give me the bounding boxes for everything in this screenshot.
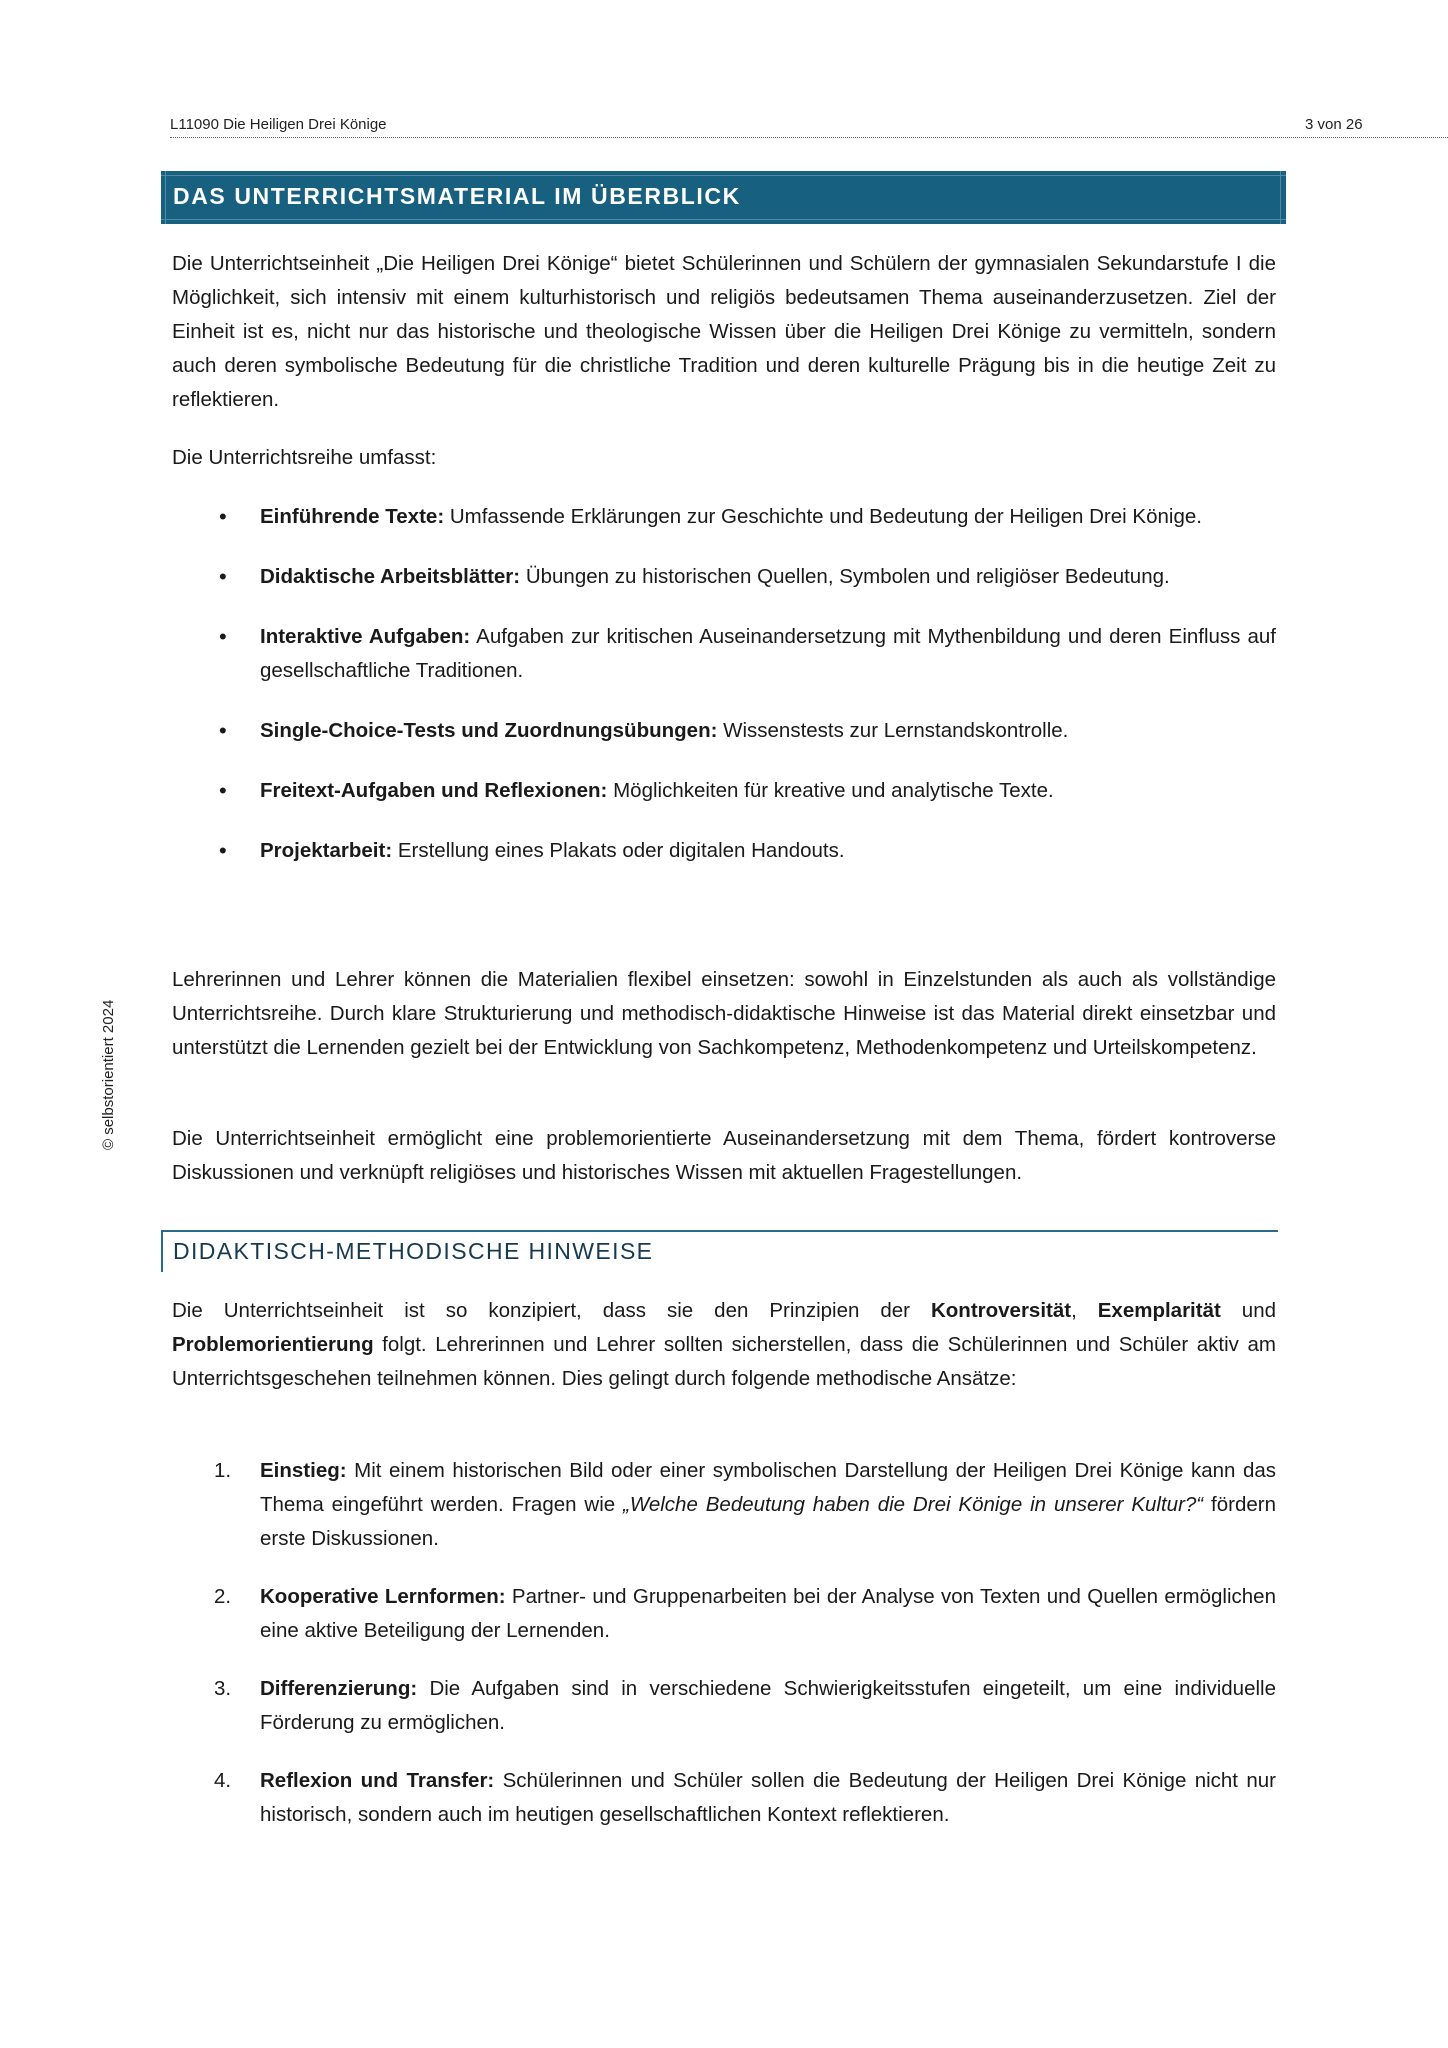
list-item: [172, 560, 1276, 594]
list-item-text: Möglichkeiten für kreative und analytische Texte.: [607, 779, 1054, 802]
methods-list: [172, 1454, 1276, 1832]
list-item-text: Aufgaben zur kritischen Auseinandersetzung mit Mythenbildung und deren Einfluss auf gesellschaftliche Traditionen.: [260, 625, 1276, 682]
item-term: Differenzierung:: [260, 1677, 418, 1700]
intro-text: Die Unterrichtseinheit „Die Heiligen Drei Könige“ bietet Schülerinnen und Schülern der gymnasialen Sekundarstufe I die Möglichkeit, sich intensiv mit einem kulturhistorisch und religiös bedeutsamen Thema auseinanderzusetzen. Ziel der Einheit ist es, nicht nur das historische und theologische Wissen über die Heiligen Drei Könige zu vermitteln, sondern auch deren symbolische Bedeutung für die christliche Tradition und deren kulturelle Prägung bis in die heutige Zeit zu reflektieren.: [172, 252, 1276, 411]
item-number: 1.: [214, 1459, 232, 1482]
list-intro-paragraph: [172, 441, 1276, 475]
list-item: [172, 774, 1276, 808]
text-span: folgt. Lehrerinnen und Lehrer sollten sicherstellen, dass die Schülerinnen und Schüler aktiv am Unterrichtsgeschehen teilnehmen können. Dies gelingt durch folgende methodische Ansätze:: [172, 1333, 1276, 1390]
document-title: L11090 Die Heiligen Drei Könige: [170, 116, 387, 133]
numbered-item: [172, 1580, 1276, 1648]
item-term: Reflexion und Transfer:: [260, 1769, 495, 1792]
list-item: [172, 834, 1276, 868]
list-item-text: Umfassende Erklärungen zur Geschichte und Bedeutung der Heiligen Drei Könige.: [444, 505, 1202, 528]
principle-exemplaritaet: Exemplarität: [1097, 1299, 1221, 1322]
list-item: [172, 714, 1276, 748]
usage-paragraph: [172, 963, 1276, 1065]
list-item-text: Erstellung eines Plakats oder digitalen Handouts.: [392, 839, 845, 862]
item-term: Kooperative Lernformen:: [260, 1585, 506, 1608]
bullet-icon: •: [219, 624, 227, 649]
list-intro-text: Die Unterrichtsreihe umfasst:: [172, 446, 437, 469]
text-span: Die Unterrichtseinheit ist so konzipiert, dass sie den Prinzipien der: [172, 1299, 931, 1322]
item-text: Mit einem historischen Bild oder einer symbolischen Darstellung der Heiligen Drei Könige kann das Thema eingeführt werden. Fragen wie: [260, 1459, 1276, 1516]
section-banner: [161, 171, 1286, 224]
text-span: und: [1220, 1299, 1276, 1322]
banner-border-right: [1280, 171, 1281, 224]
list-item-term: Single-Choice-Tests und Zuordnungsübungen:: [260, 719, 718, 742]
numbered-item: [172, 1672, 1276, 1740]
list-item-term: Interaktive Aufgaben:: [260, 625, 471, 648]
list-item-term: Freitext-Aufgaben und Reflexionen:: [260, 779, 608, 802]
list-item-text: Übungen zu historischen Quellen, Symbolen und religiöser Bedeutung.: [520, 565, 1170, 588]
list-item-term: Projektarbeit:: [260, 839, 393, 862]
bullet-icon: •: [219, 778, 227, 803]
bullet-icon: •: [219, 564, 227, 589]
item-number: 3.: [214, 1677, 232, 1700]
principle-kontroversitaet: Kontroversität: [930, 1299, 1072, 1322]
item-text: Die Aufgaben sind in verschiedene Schwierigkeitsstufen eingeteilt, um eine individuelle Förderung zu ermöglichen.: [260, 1677, 1276, 1734]
list-item-term: Einführende Texte:: [260, 505, 445, 528]
numbered-item: [172, 1454, 1276, 1556]
bullet-icon: •: [219, 504, 227, 529]
subsection-heading: DIDAKTISCH-METHODISCHE HINWEISE: [173, 1238, 654, 1264]
section-heading: DAS UNTERRICHTSMATERIAL IM ÜBERBLICK: [173, 183, 741, 209]
methods-intro-paragraph: [172, 1294, 1276, 1396]
closing-paragraph: [172, 1122, 1276, 1190]
bullet-icon: •: [219, 838, 227, 863]
methods-intro-text: [172, 1294, 1276, 1396]
usage-text: Lehrerinnen und Lehrer können die Materialien flexibel einsetzen: sowohl in Einzelstunden als auch als vollständige Unterrichtsreihe. Durch klare Strukturierung und methodisch-didaktische Hinweise ist das Material direkt einsetzbar und unterstützt die Lernenden gezielt bei der Entwicklung von Sachkompetenz, Methodenkompetenz und Urteilskompetenz.: [172, 968, 1276, 1059]
list-item: [172, 500, 1276, 534]
intro-paragraph: [172, 247, 1276, 417]
numbered-item: [172, 1764, 1276, 1832]
subsection-heading-box: [161, 1230, 1278, 1272]
item-question: „Welche Bedeutung haben die Drei Könige in unserer Kultur?“: [623, 1493, 1204, 1516]
item-text: fördern erste Diskussionen.: [260, 1493, 1276, 1550]
item-text: Schülerinnen und Schüler sollen die Bedeutung der Heiligen Drei Könige nicht nur historisch, sondern auch im heutigen gesellschaftlichen Kontext reflektieren.: [260, 1769, 1276, 1826]
list-item-text: Wissenstests zur Lernstandskontrolle.: [717, 719, 1069, 742]
copyright-note: © selbstorientiert 2024: [100, 999, 117, 1150]
page-number: 3 von 26: [1305, 116, 1363, 133]
banner-border-left: [165, 171, 166, 224]
bullet-icon: •: [219, 718, 227, 743]
page-header: [170, 113, 1448, 138]
item-number: 4.: [214, 1769, 232, 1792]
list-item: [172, 620, 1276, 688]
closing-text: Die Unterrichtseinheit ermöglicht eine problemorientierte Auseinandersetzung mit dem Thema, fördert kontroverse Diskussionen und verknüpft religiöses und historisches Wissen mit aktuellen Fragestellungen.: [172, 1127, 1276, 1184]
text-span: ,: [1071, 1299, 1098, 1322]
principle-problemorientierung: Problemorientierung: [172, 1333, 374, 1356]
material-list: [172, 500, 1276, 868]
list-item-term: Didaktische Arbeitsblätter:: [260, 565, 521, 588]
item-text: Partner- und Gruppenarbeiten bei der Analyse von Texten und Quellen ermöglichen eine aktive Beteiligung der Lernenden.: [260, 1585, 1276, 1642]
item-term: Einstieg:: [260, 1459, 347, 1482]
item-number: 2.: [214, 1585, 232, 1608]
